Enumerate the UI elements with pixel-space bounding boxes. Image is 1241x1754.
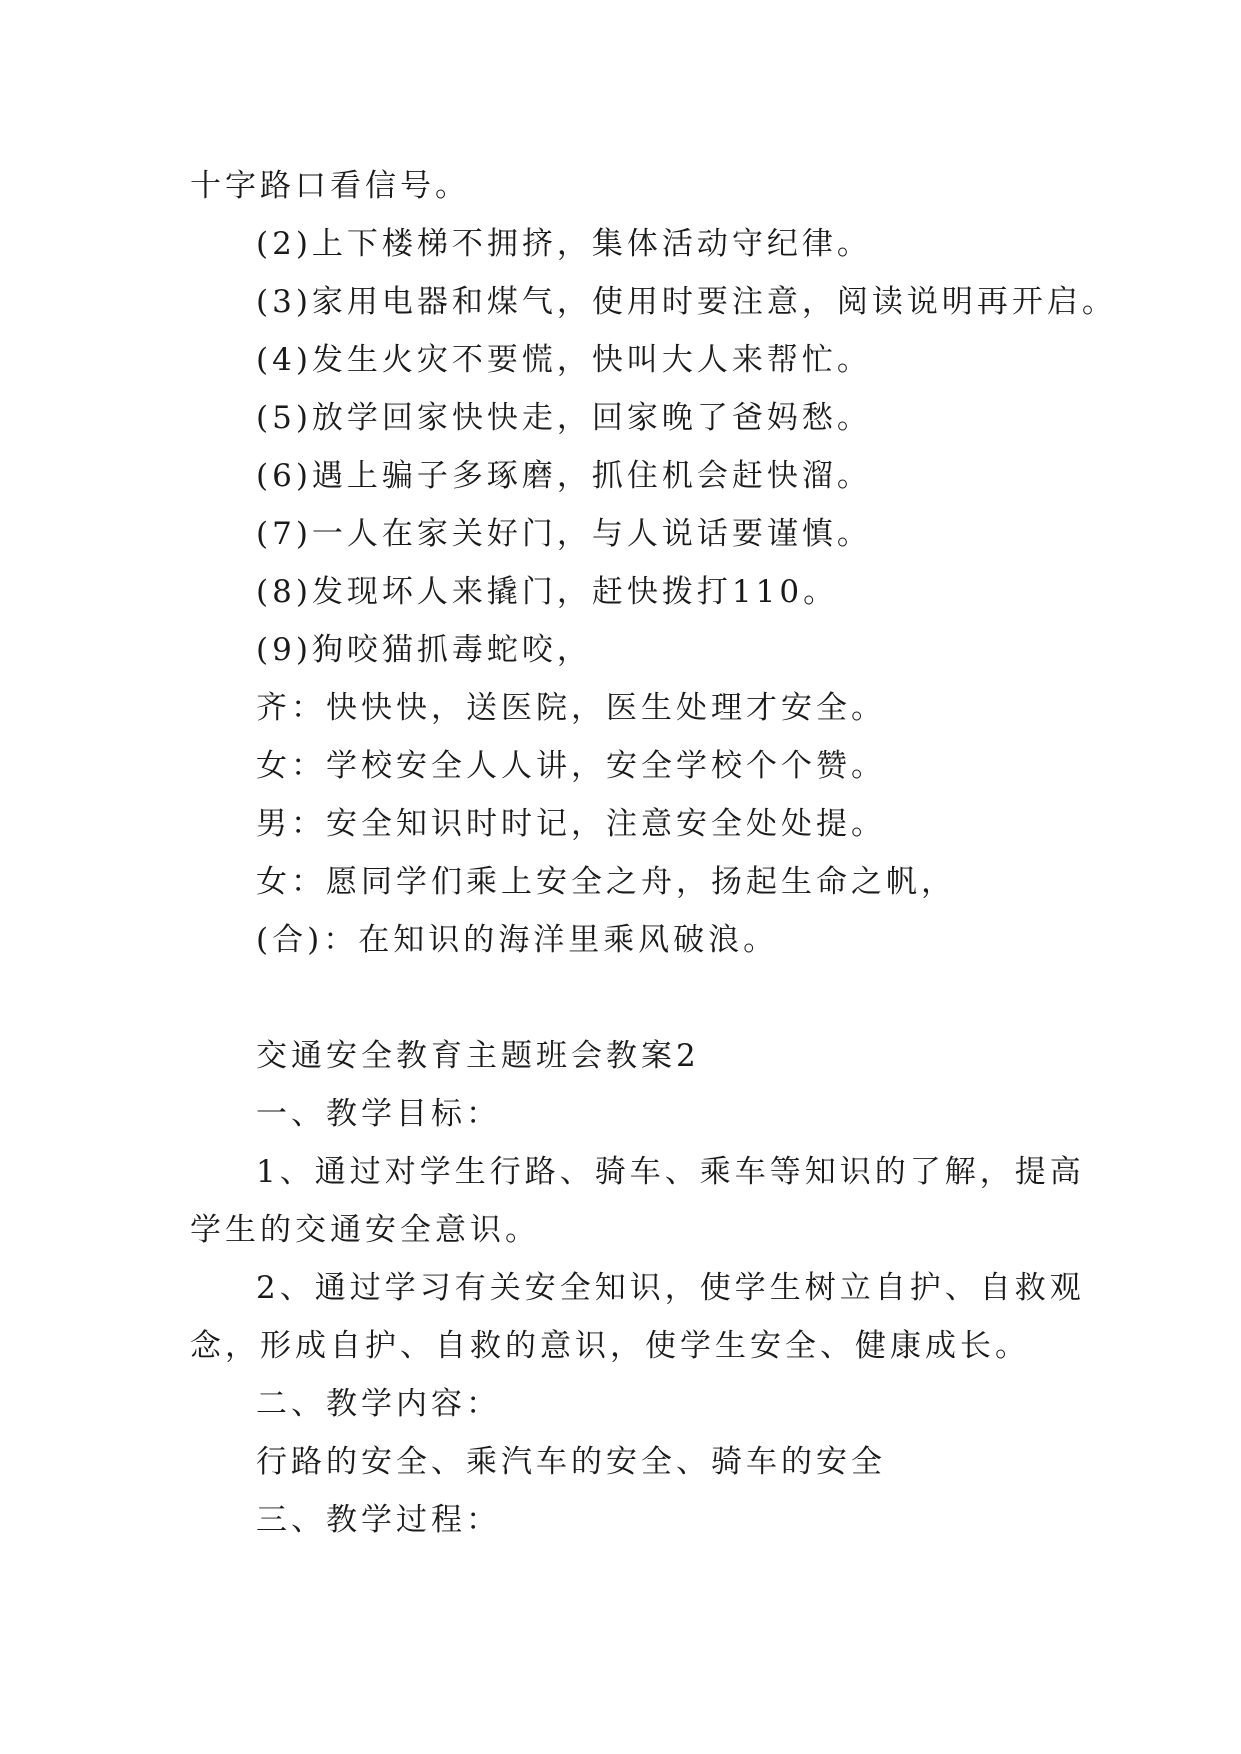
text-line: 念，形成自护、自救的意识，使学生安全、健康成长。 bbox=[190, 1328, 1030, 1364]
text-line: 行路的安全、乘汽车的安全、骑车的安全 bbox=[256, 1444, 886, 1480]
text-line: 齐：快快快，送医院，医生处理才安全。 bbox=[256, 690, 886, 726]
text-line: 男：安全知识时时记，注意安全处处提。 bbox=[256, 806, 886, 842]
section-heading: 交通安全教育主题班会教案2 bbox=[256, 1038, 700, 1074]
text-line: (5)放学回家快快走，回家晚了爸妈愁。 bbox=[256, 400, 872, 436]
text-line: (7)一人在家关好门，与人说话要谨慎。 bbox=[256, 516, 872, 552]
text-line: 一、教学目标： bbox=[256, 1096, 501, 1132]
text-line: (3)家用电器和煤气，使用时要注意，阅读说明再开启。 bbox=[256, 284, 1117, 320]
text-line: 学生的交通安全意识。 bbox=[190, 1212, 540, 1248]
text-line: 2、通过学习有关安全知识，使学生树立自护、自救观 bbox=[256, 1270, 1085, 1306]
text-line: 1、通过对学生行路、骑车、乘车等知识的了解，提高 bbox=[256, 1154, 1085, 1190]
text-line: (合)：在知识的海洋里乘风破浪。 bbox=[256, 922, 779, 958]
text-line: (2)上下楼梯不拥挤，集体活动守纪律。 bbox=[256, 226, 872, 262]
text-line: 二、教学内容： bbox=[256, 1386, 501, 1422]
text-line: (4)发生火灾不要慌，快叫大人来帮忙。 bbox=[256, 342, 872, 378]
text-line: 十字路口看信号。 bbox=[190, 168, 470, 204]
text-line: (9)狗咬猫抓毒蛇咬， bbox=[256, 632, 592, 668]
text-line: 女：学校安全人人讲，安全学校个个赞。 bbox=[256, 748, 886, 784]
text-line: 三、教学过程： bbox=[256, 1502, 501, 1538]
text-line: (6)遇上骗子多琢磨，抓住机会赶快溜。 bbox=[256, 458, 872, 494]
text-line: (8)发现坏人来撬门，赶快拨打110。 bbox=[256, 574, 839, 610]
text-line: 女：愿同学们乘上安全之舟，扬起生命之帆， bbox=[256, 864, 956, 900]
